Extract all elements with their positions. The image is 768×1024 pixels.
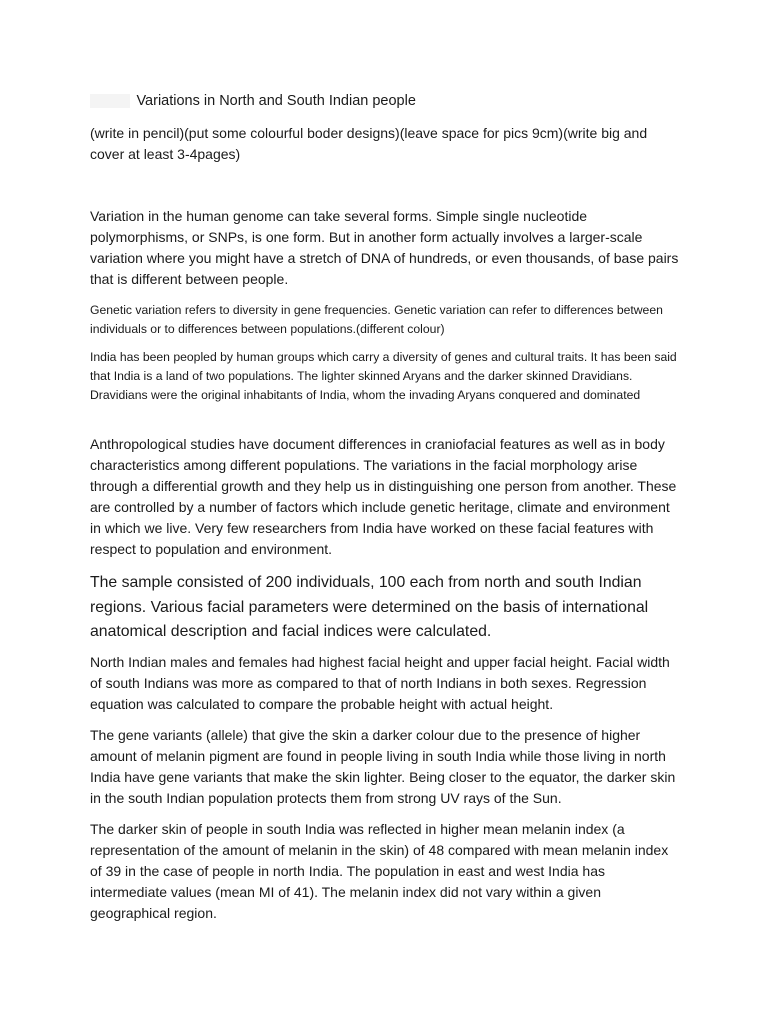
paragraph-genetic-variation: Genetic variation refers to diversity in gene frequencies. Genetic variation can refer to differences between individuals or to differences between populations.(different colour) — [90, 303, 663, 336]
title-row — [90, 92, 680, 110]
paragraph-melanin-index: The darker skin of people in south India was reflected in higher mean melanin index (a representation of the amount of melanin in the skin) of 48 compared with mean melanin index of 39 in the case of people in north India. The population in east and west India has intermediate values (mean MI of 41). The melanin index did not vary within a given geographical region. — [90, 821, 669, 921]
paragraph-anthropological-studies: Anthropological studies have document differences in craniofacial features as well as in body characteristics among different populations. The variations in the facial morphology arise through a differential growth and they help us in distinguishing one person from another. These are controlled by a number of factors which include genetic heritage, climate and environment in which we live. Very few researchers from India have worked on these facial features with respect to population and environment. — [90, 436, 677, 557]
paragraph-gene-variants: The gene variants (allele) that give the skin a darker colour due to the presence of higher amount of melanin pigment are found in people living in south India while those living in north India have gene variants that make the skin lighter. Being closer to the equator, the darker skin in the south Indian population protects them from strong UV rays of the Sun. — [90, 727, 676, 806]
highlight-mark — [90, 94, 130, 108]
instructions-paragraph: (write in pencil)(put some colourful boder designs)(leave space for pics 9cm)(write big and cover at least 3-4pages) — [90, 125, 648, 162]
document-title: Variations in North and South Indian people — [136, 92, 416, 109]
paragraph-genome-variation: Variation in the human genome can take several forms. Simple single nucleotide polymorphisms, or SNPs, is one form. But in another form actually involves a larger-scale variation where you might have a stretch of DNA of hundreds, or even thousands, of base pairs that is different between people. — [90, 208, 679, 287]
paragraph-india-populations: India has been peopled by human groups which carry a diversity of genes and cultural traits. It has been said that India is a land of two populations. The lighter skinned Aryans and the darker skinned Dravidians. Dravidians were the original inhabitants of India, whom the invading Aryans conquered and dominated — [90, 350, 677, 402]
paragraph-sample: The sample consisted of 200 individuals, 100 each from north and south Indian regions. Various facial parameters were determined on the basis of international anatomical description and facial indices were calculated. — [90, 574, 649, 640]
paragraph-facial-height: North Indian males and females had highest facial height and upper facial height. Facial width of south Indians was more as compared to that of north Indians in both sexes. Regression equation was calculated to compare the probable height with actual height. — [90, 654, 670, 712]
